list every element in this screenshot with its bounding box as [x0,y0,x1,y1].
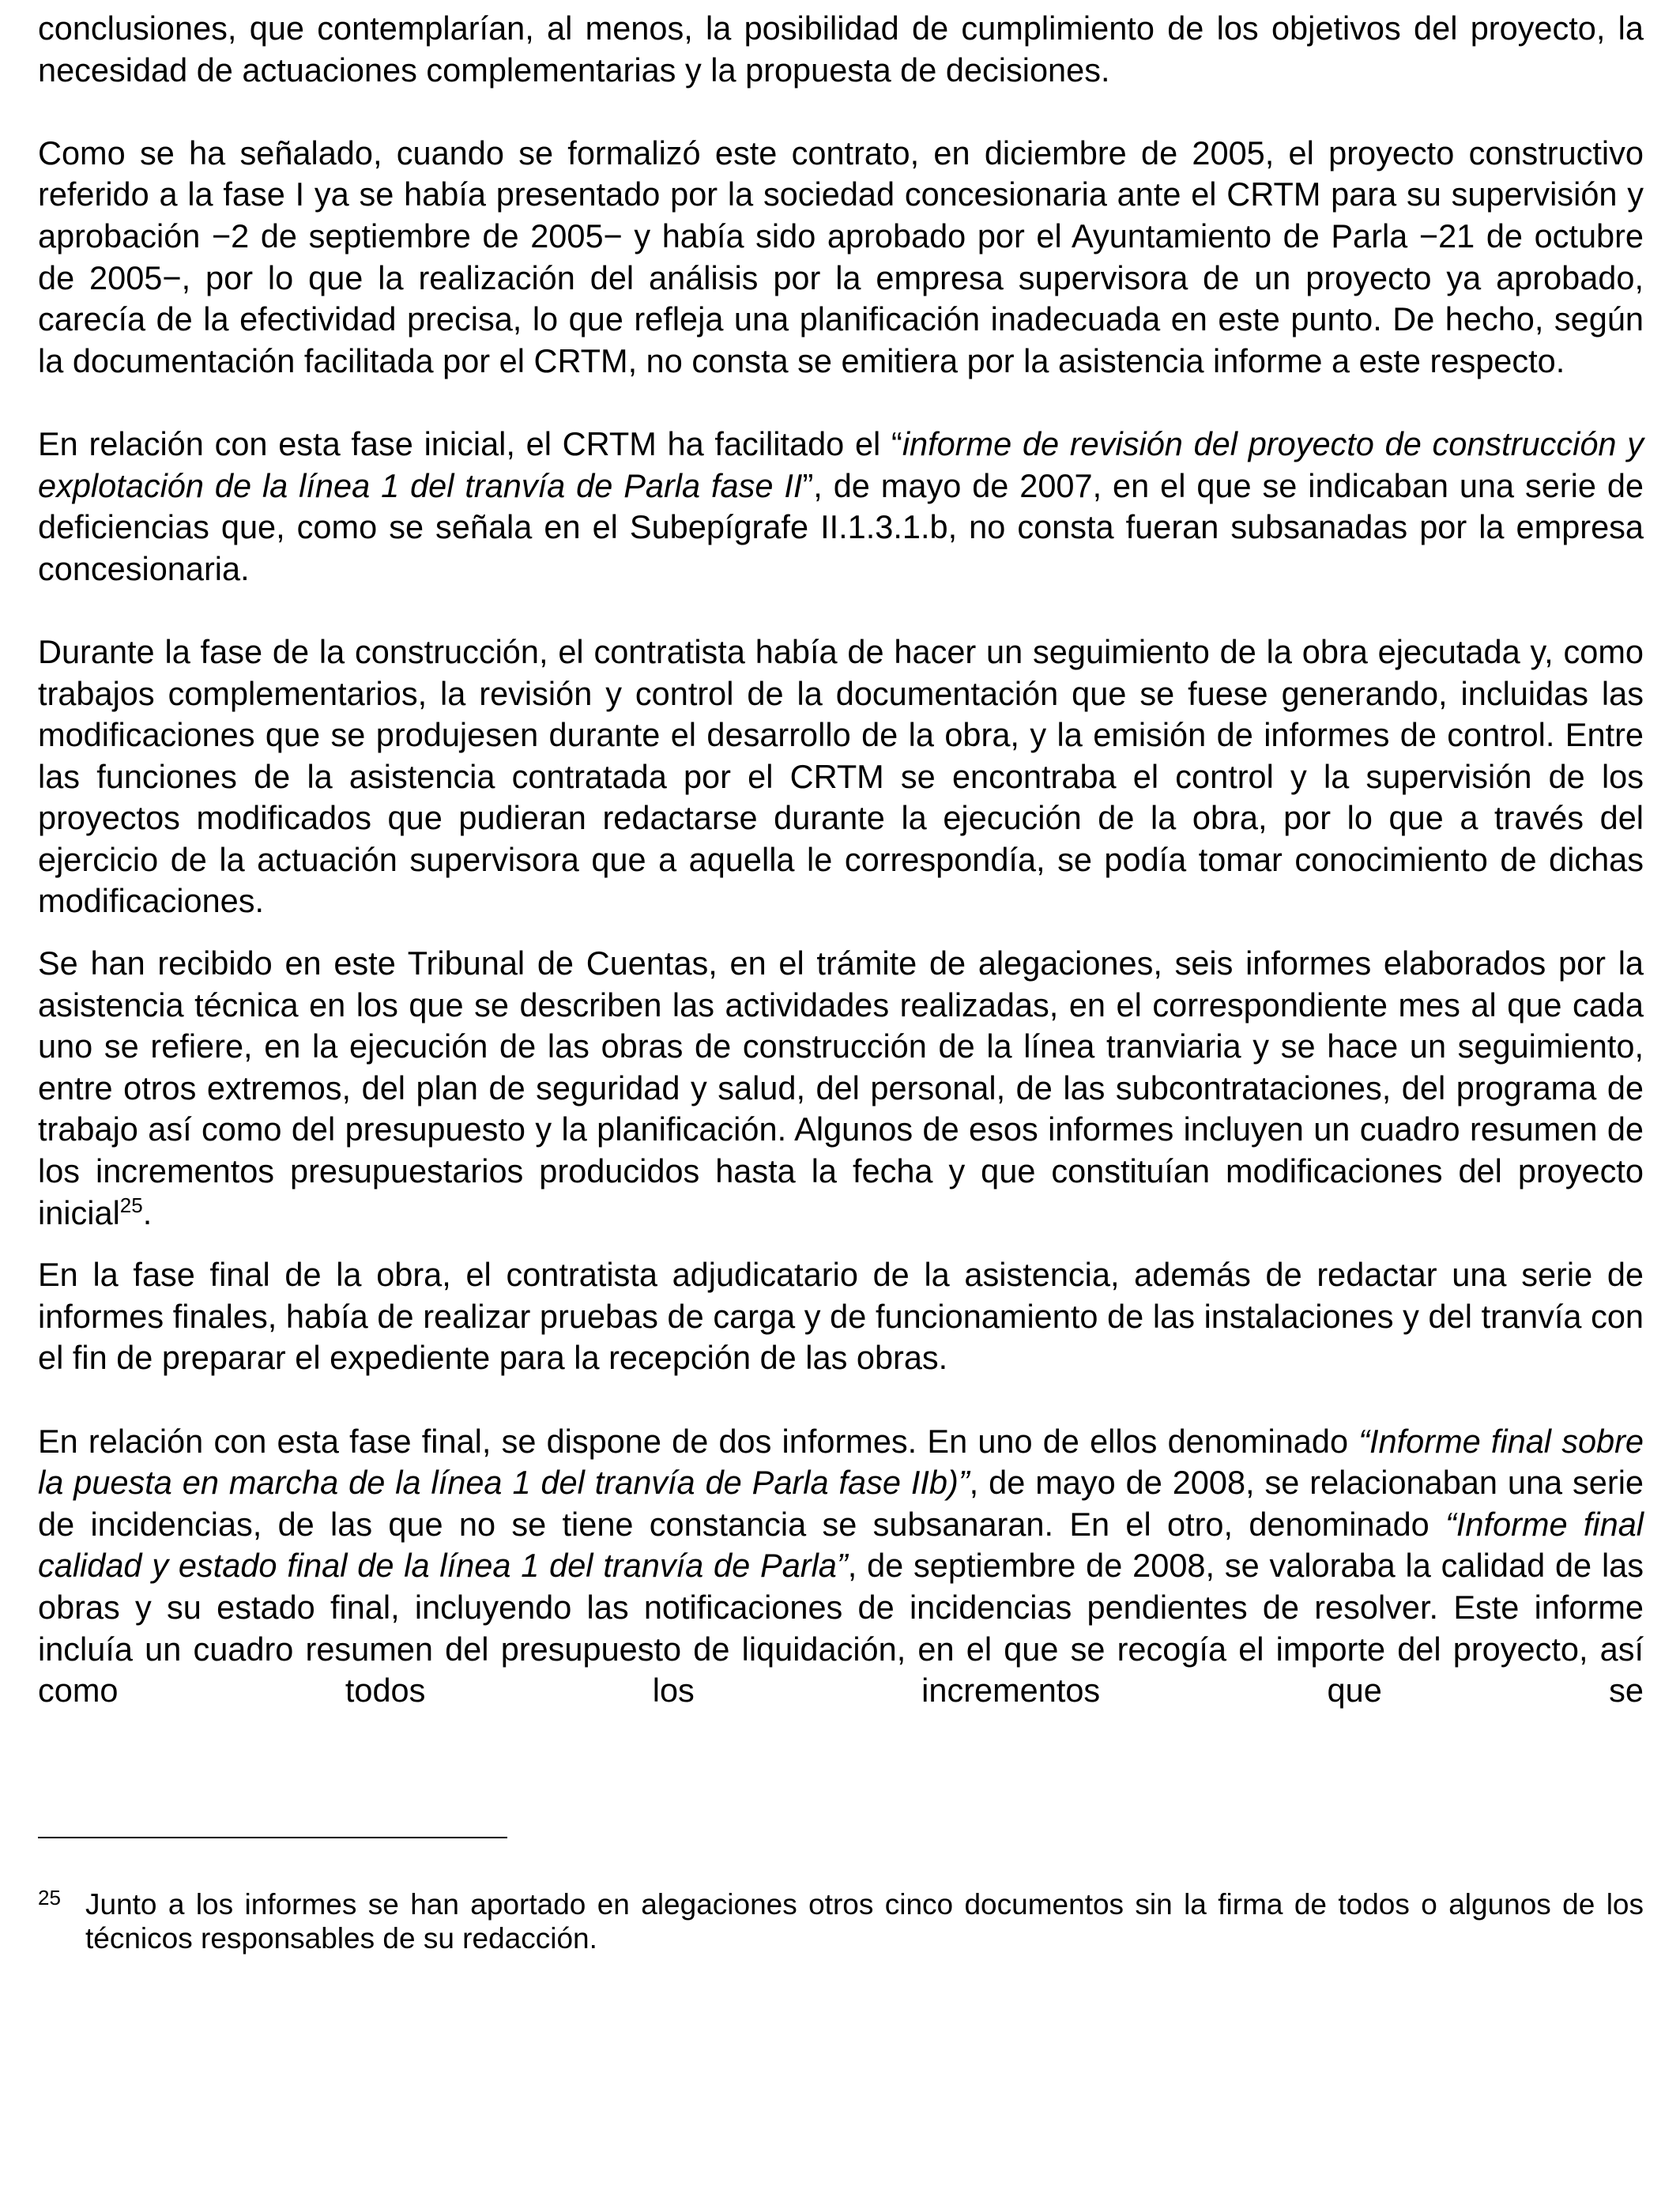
paragraph-5 [38,943,1644,1234]
paragraph-6-text: En la fase final de la obra, el contratista adjudicatario de la asistencia, además de redactar una serie de informes finales, había de realizar pruebas de carga y de funcionamiento de las instalaciones y del tranvía con el fin de preparar el expediente para la recepción de las obras. [38,1256,1644,1377]
paragraph-5-text: Se han recibido en este Tribunal de Cuentas, en el trámite de alegaciones, seis informes elaborados por la asistencia técnica en los que se describen las actividades realizadas, en el correspondiente mes al que cada uno se refiere, en la ejecución de las obras de construcción de la línea tranviaria y se hace un seguimiento, entre otros extremos, del plan de seguridad y salud, del personal, de las subcontrataciones, del programa de trabajo así como del presupuesto y la planificación. Algunos de esos informes incluyen un cuadro resumen de los incrementos presupuestarios producidos hasta la fecha y que constituían modificaciones del proyecto inicial [38,944,1644,1231]
paragraph-2 [38,133,1644,383]
paragraph-7-report-title-2: “Informe final calidad y estado final de la línea 1 del tranvía de Parla” [38,1505,1644,1585]
paragraph-3-report-title: informe de revisión del proyecto de construcción y explotación de la línea 1 del tranvía de Parla fase II [38,424,1644,504]
footnote [38,1887,1644,1955]
footnote-separator [38,1837,507,1838]
paragraph-3-text-after: ”, de mayo de 2007, en el que se indicaban una serie de deficiencias que, como se señala en el Subepígrafe II.1.3.1.b, no consta fueran subsanadas por la empresa concesionaria. [38,466,1644,587]
footnote-number: 25 [38,1886,61,1909]
paragraph-7-text-before: En relación con esta fase final, se dispone de dos informes. En uno de ellos denominado [38,1422,1359,1460]
paragraph-1-text: conclusiones, que contemplarían, al menos, la posibilidad de cumplimiento de los objetivos del proyecto, la necesidad de actuaciones complementarias y la propuesta de decisiones. [38,9,1644,89]
document-body [38,8,1644,1712]
footnote-text: Junto a los informes se han aportado en alegaciones otros cinco documentos sin la firma de todos o algunos de los técnicos responsables de su redacción. [85,1888,1644,1955]
paragraph-3 [38,424,1644,590]
paragraph-7 [38,1421,1644,1712]
paragraph-4-text: Durante la fase de la construcción, el contratista había de hacer un seguimiento de la obra ejecutada y, como trabajos complementarios, la revisión y control de la documentación que se fuese generando, incluidas las modificaciones que se produjesen durante el desarrollo de la obra, y la emisión de informes de control. Entre las funciones de la asistencia contratada por el CRTM se encontraba el control y la supervisión de los proyectos modificados que pudieran redactarse durante la ejecución de la obra, por lo que a través del ejercicio de la actuación supervisora que a aquella le correspondía, se podía tomar conocimiento de dichas modificaciones. [38,632,1644,920]
paragraph-1 [38,8,1644,91]
paragraph-7-text-after: , de septiembre de 2008, se valoraba la calidad de las obras y su estado final, incluyendo las notificaciones de incidencias pendientes de resolver. Este informe incluía un cuadro resumen del presupuesto de liquidación, en el que se recogía el importe del proyecto, así como todos los incrementos que se [38,1547,1644,1710]
paragraph-2-text: Como se ha señalado, cuando se formalizó este contrato, en diciembre de 2005, el proyecto constructivo referido a la fase I ya se había presentado por la sociedad concesionaria ante el CRTM para su supervisión y aprobación −2 de septiembre de 2005− y había sido aprobado por el Ayuntamiento de Parla −21 de octubre de 2005−, por lo que la realización del análisis por la empresa supervisora de un proyecto ya aprobado, carecía de la efectividad precisa, lo que refleja una planificación inadecuada en este punto. De hecho, según la documentación facilitada por el CRTM, no consta se emitiera por la asistencia informe a este respecto. [38,134,1644,379]
paragraph-3-text-before: En relación con esta fase inicial, el CRTM ha facilitado el “ [38,424,902,462]
paragraph-4 [38,631,1644,922]
paragraph-7-report-title-1: “Informe final sobre la puesta en marcha de la línea 1 del tranvía de Parla fase IIb)” [38,1422,1644,1502]
paragraph-7-text-middle: , de mayo de 2008, se relacionaban una serie de incidencias, de las que no se tiene constancia se subsanaran. En el otro, denominado [38,1464,1644,1543]
paragraph-5-text-after: . [142,1193,153,1231]
footnote-reference[interactable]: 25 [119,1193,143,1217]
paragraph-6 [38,1254,1644,1379]
